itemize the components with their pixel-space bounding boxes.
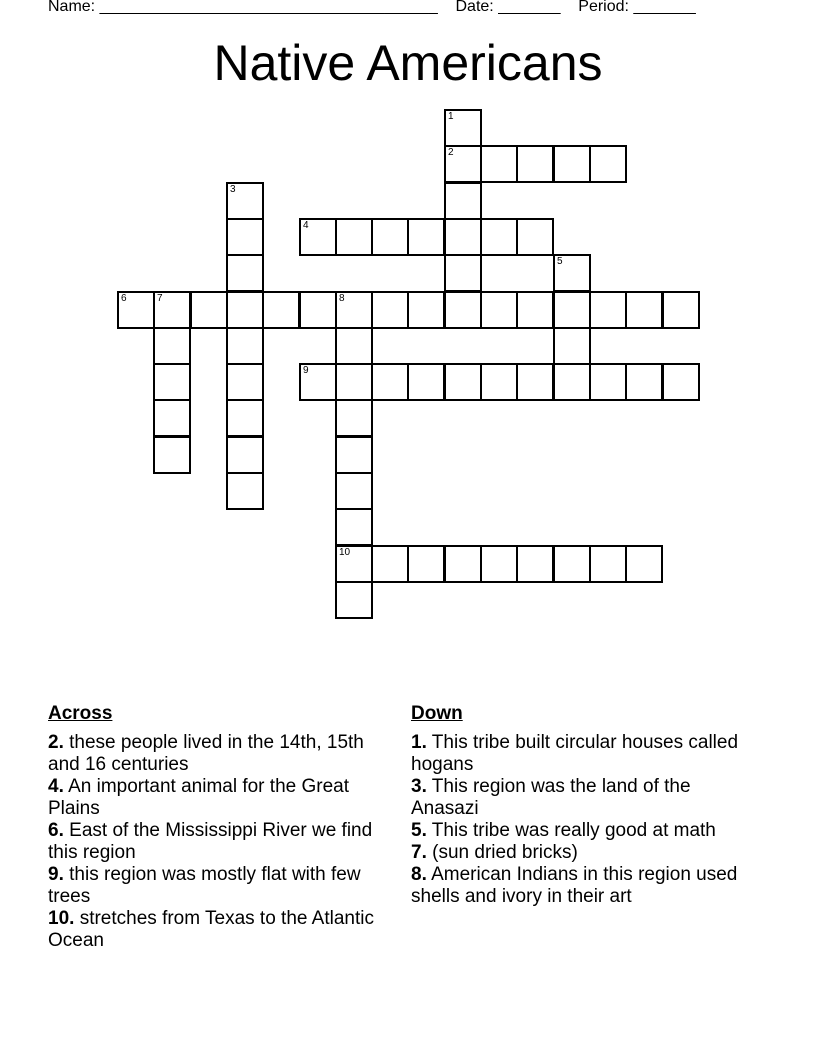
crossword-cell[interactable] [335, 436, 373, 474]
down-clue [411, 732, 751, 776]
crossword-cell[interactable] [226, 254, 264, 292]
clue-text: American Indians in this region used shells and ivory in their art [411, 864, 738, 907]
clue-number: 9. [48, 864, 64, 885]
clue-number: 3. [411, 776, 427, 797]
down-clue-list [411, 732, 751, 908]
clue-text: This tribe was really good at math [431, 820, 716, 841]
crossword-cell[interactable] [335, 581, 373, 619]
crossword-cell[interactable] [371, 363, 409, 401]
crossword-cell[interactable] [226, 472, 264, 510]
clue-number: 7. [411, 842, 427, 863]
cell-number: 7 [157, 293, 163, 304]
date-blank[interactable]: _______ [498, 0, 561, 15]
down-heading: Down [411, 703, 463, 724]
clue-number: 1. [411, 732, 427, 753]
crossword-cell[interactable] [226, 399, 264, 437]
crossword-cell[interactable] [190, 291, 228, 329]
crossword-cell[interactable] [516, 145, 554, 183]
cell-number: 2 [448, 147, 454, 158]
across-clues [48, 702, 388, 952]
crossword-cell[interactable] [226, 291, 264, 329]
crossword-cell[interactable] [444, 254, 482, 292]
name-blank[interactable]: ______________________________________ [99, 0, 438, 15]
crossword-cell[interactable] [553, 254, 591, 292]
crossword-cell[interactable] [153, 399, 191, 437]
cell-number: 9 [303, 365, 309, 376]
crossword-cell[interactable] [153, 436, 191, 474]
clue-number: 8. [411, 864, 427, 885]
crossword-cell[interactable] [371, 545, 409, 583]
clue-number: 5. [411, 820, 427, 841]
crossword-cell[interactable] [153, 291, 191, 329]
crossword-cell[interactable] [480, 218, 518, 256]
crossword-cell[interactable] [444, 109, 482, 147]
crossword-cell[interactable] [335, 363, 373, 401]
crossword-cell[interactable] [553, 327, 591, 365]
crossword-cell[interactable] [226, 436, 264, 474]
crossword-cell[interactable] [480, 363, 518, 401]
crossword-cell[interactable] [444, 218, 482, 256]
cell-number: 5 [557, 256, 563, 267]
crossword-cell[interactable] [117, 291, 155, 329]
crossword-cell[interactable] [407, 291, 445, 329]
crossword-cell[interactable] [335, 508, 373, 546]
clue-number: 4. [48, 776, 64, 797]
crossword-cell[interactable] [226, 363, 264, 401]
period-blank[interactable]: _______ [633, 0, 696, 15]
cell-number: 10 [339, 547, 351, 558]
crossword-cell[interactable] [625, 545, 663, 583]
crossword-cell[interactable] [516, 545, 554, 583]
down-clue [411, 776, 751, 820]
crossword-cell[interactable] [335, 399, 373, 437]
crossword-cell[interactable] [371, 291, 409, 329]
crossword-cell[interactable] [153, 327, 191, 365]
cell-number: 6 [121, 293, 127, 304]
across-clue [48, 864, 388, 908]
crossword-cell[interactable] [480, 291, 518, 329]
date-label: Date: [455, 0, 494, 15]
crossword-cell[interactable] [335, 291, 373, 329]
crossword-cell[interactable] [553, 545, 591, 583]
crossword-cell[interactable] [516, 218, 554, 256]
crossword-cell[interactable] [589, 363, 627, 401]
crossword-cell[interactable] [226, 182, 264, 220]
clue-text: East of the Mississippi River we find this region [48, 820, 373, 863]
crossword-cell[interactable] [407, 218, 445, 256]
page-title: Native Americans [213, 35, 603, 91]
across-clue [48, 908, 388, 952]
crossword-cell[interactable] [407, 545, 445, 583]
clue-number: 6. [48, 820, 64, 841]
clue-text: (sun dried bricks) [432, 842, 578, 863]
crossword-cell[interactable] [444, 145, 482, 183]
crossword-cell[interactable] [480, 145, 518, 183]
crossword-cell[interactable] [516, 363, 554, 401]
clue-text: these people lived in the 14th, 15th and 16 centuries [48, 732, 364, 775]
crossword-cell[interactable] [444, 545, 482, 583]
crossword-cell[interactable] [299, 363, 337, 401]
crossword-cell[interactable] [589, 291, 627, 329]
crossword-cell[interactable] [335, 218, 373, 256]
cell-number: 4 [303, 220, 309, 231]
crossword-cell[interactable] [480, 545, 518, 583]
crossword-cell[interactable] [444, 291, 482, 329]
crossword-cell[interactable] [662, 363, 700, 401]
crossword-cell[interactable] [335, 327, 373, 365]
crossword-cell[interactable] [371, 218, 409, 256]
across-clue [48, 776, 388, 820]
across-clue-list [48, 732, 388, 952]
crossword-cell[interactable] [553, 291, 591, 329]
crossword-cell[interactable] [335, 545, 373, 583]
crossword-cell[interactable] [226, 218, 264, 256]
crossword-cell[interactable] [153, 363, 191, 401]
clue-text: This tribe built circular houses called hogans [411, 732, 739, 775]
crossword-cell[interactable] [226, 327, 264, 365]
period-label: Period: [578, 0, 629, 15]
clue-text: This region was the land of the Anasazi [411, 776, 691, 819]
clue-number: 10. [48, 908, 75, 929]
across-clue [48, 732, 388, 776]
cell-number: 1 [448, 111, 454, 122]
down-clues [411, 702, 751, 908]
crossword-cell[interactable] [553, 363, 591, 401]
crossword-cell[interactable] [444, 363, 482, 401]
crossword-cell[interactable] [335, 472, 373, 510]
crossword-cell[interactable] [516, 291, 554, 329]
name-label: Name: [48, 0, 96, 15]
across-clue [48, 820, 388, 864]
down-clue [411, 820, 751, 842]
crossword-cell[interactable] [625, 363, 663, 401]
clue-text: stretches from Texas to the Atlantic Ocean [48, 908, 374, 951]
crossword-cell[interactable] [299, 218, 337, 256]
crossword-cell[interactable] [299, 291, 337, 329]
cell-number: 3 [230, 184, 236, 195]
across-heading: Across [48, 703, 113, 724]
crossword-cell[interactable] [444, 182, 482, 220]
crossword-cell[interactable] [589, 545, 627, 583]
crossword-cell[interactable] [625, 291, 663, 329]
clue-number: 2. [48, 732, 64, 753]
clue-text: this region was mostly flat with few trees [48, 864, 361, 907]
crossword-cell[interactable] [407, 363, 445, 401]
crossword-cell[interactable] [589, 145, 627, 183]
cell-number: 8 [339, 293, 345, 304]
clue-text: An important animal for the Great Plains [48, 776, 350, 819]
down-clue [411, 864, 751, 908]
crossword-cell[interactable] [662, 291, 700, 329]
crossword-cell[interactable] [262, 291, 300, 329]
down-clue [411, 842, 751, 864]
crossword-cell[interactable] [553, 145, 591, 183]
